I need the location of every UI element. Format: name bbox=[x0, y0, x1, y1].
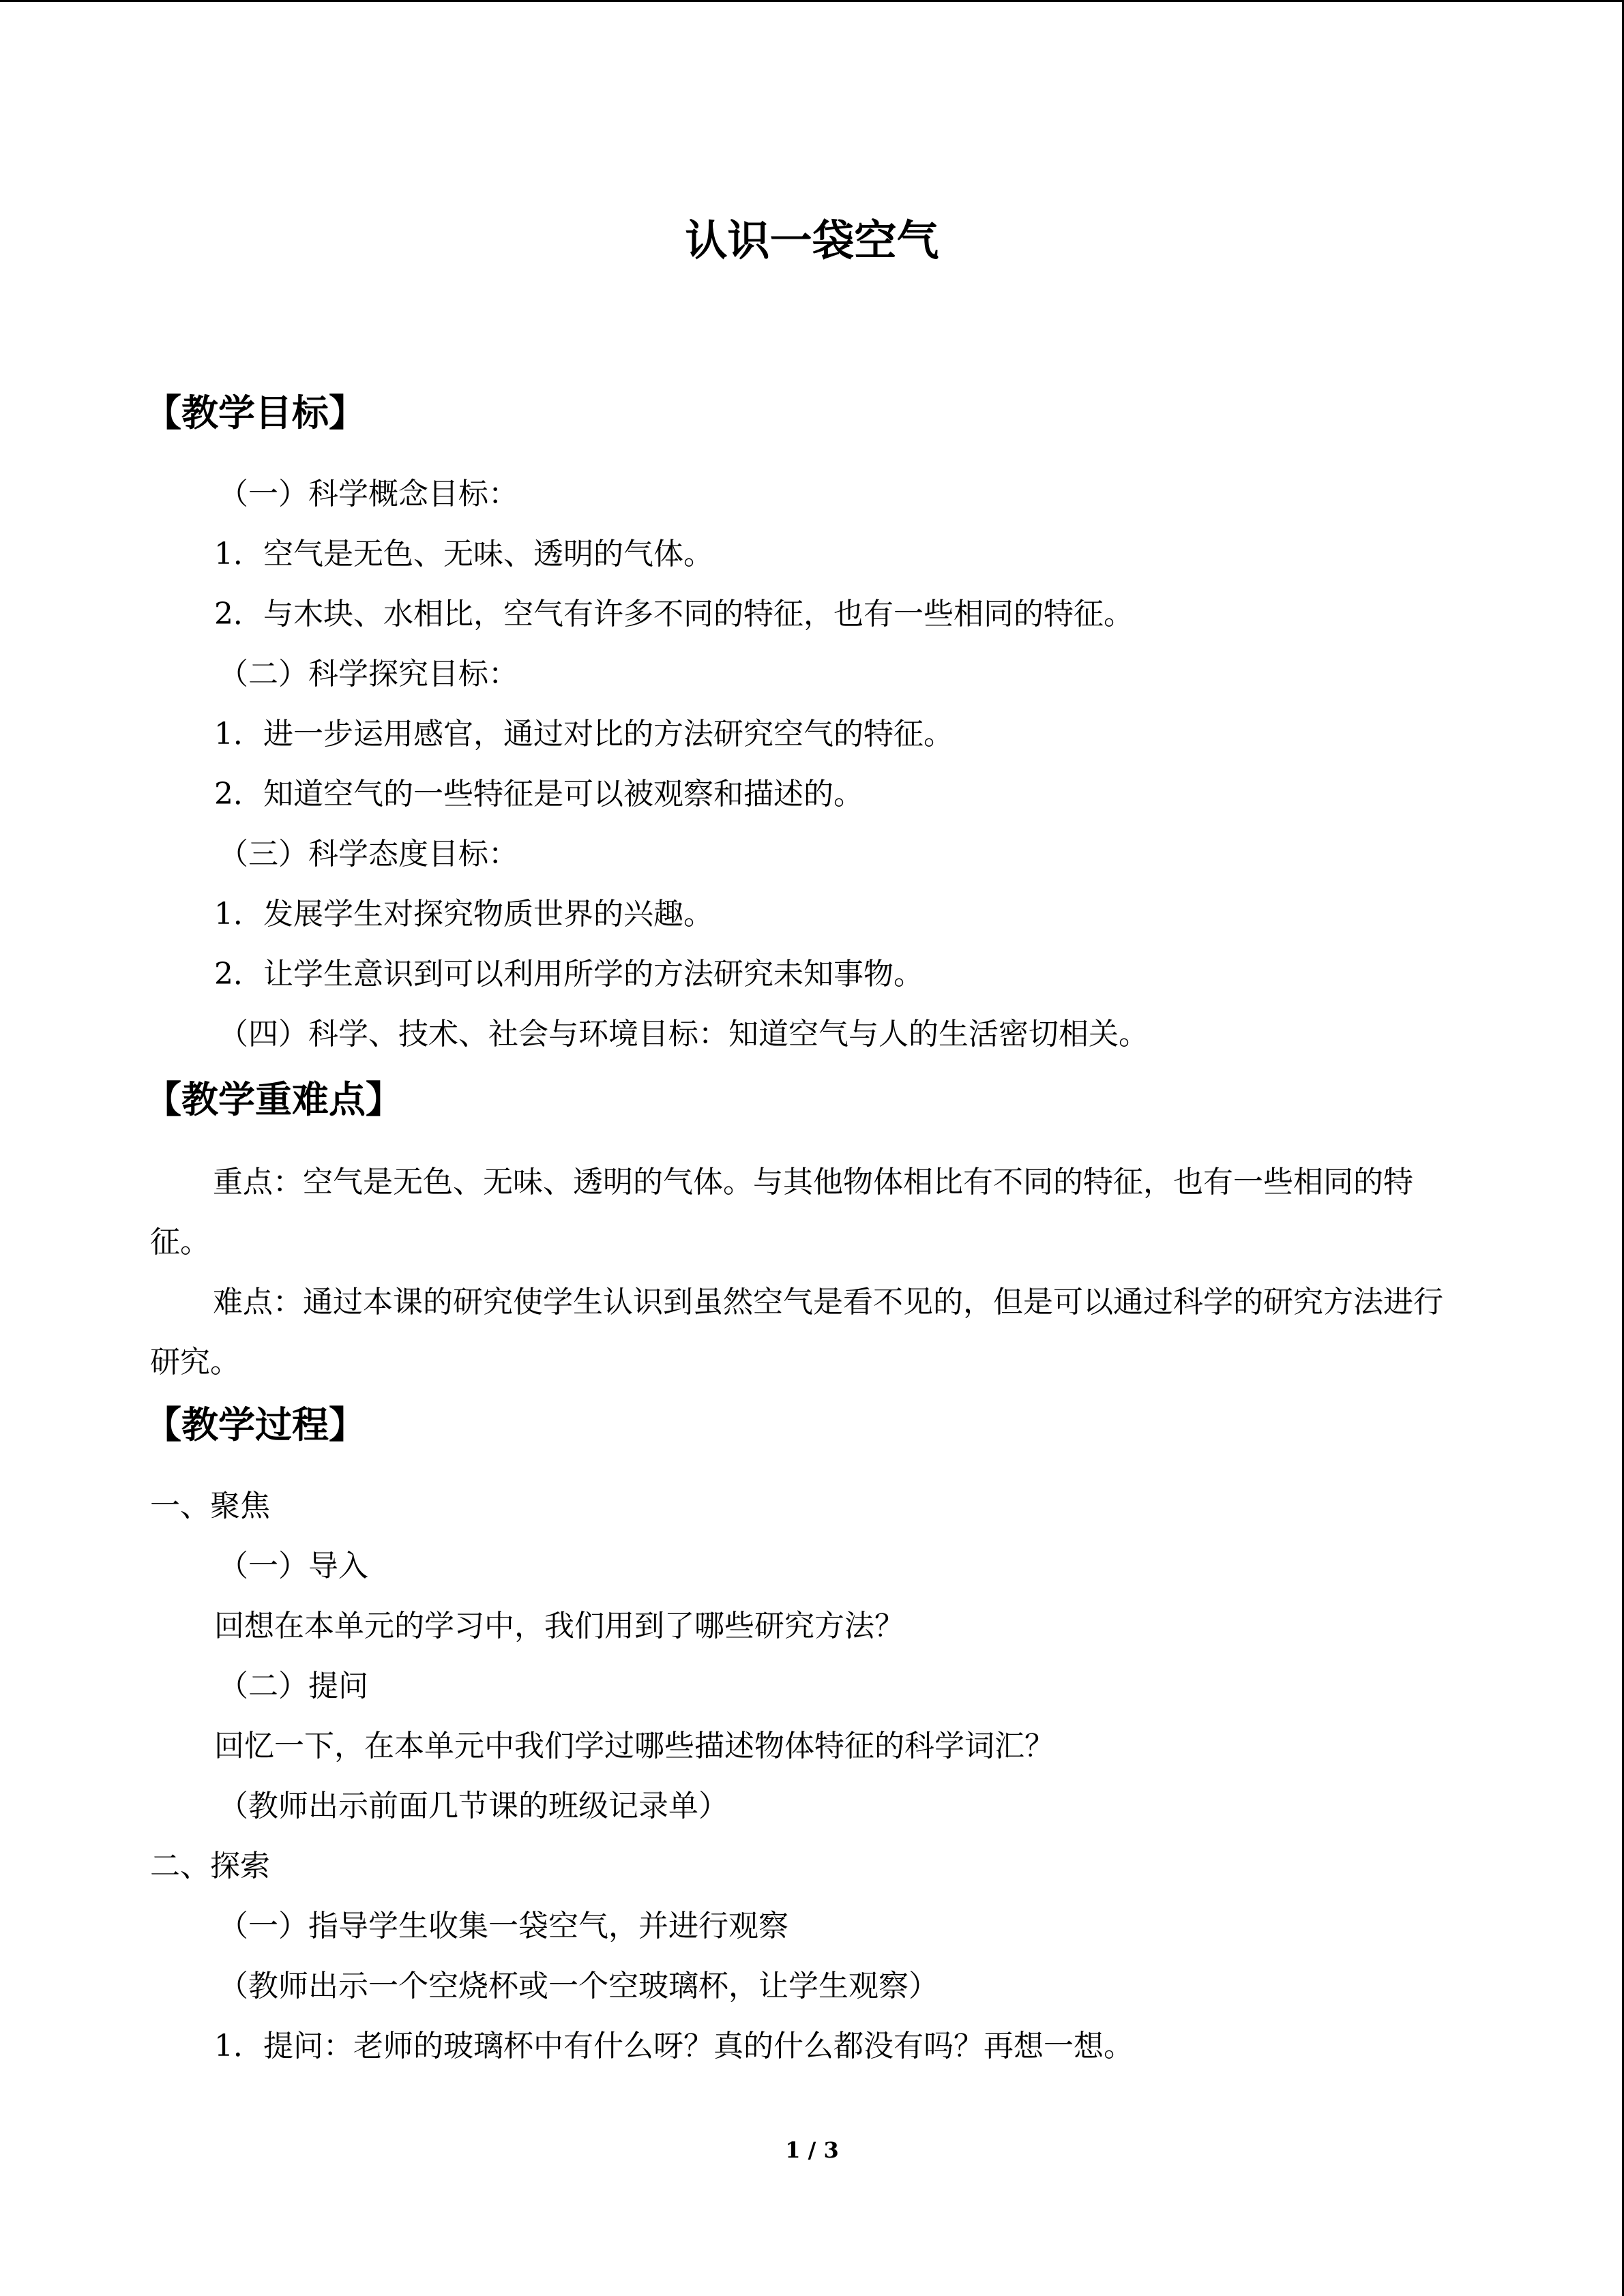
goal-line: 2．与木块、水相比，空气有许多不同的特征，也有一些相同的特征。 bbox=[214, 597, 1134, 631]
process-line: 回想在本单元的学习中，我们用到了哪些研究方法？ bbox=[214, 1609, 904, 1643]
goal-line: 2．让学生意识到可以利用所学的方法研究未知事物。 bbox=[214, 957, 924, 992]
page-top-border bbox=[0, 0, 1624, 2]
process-line: （一）导入 bbox=[218, 1549, 368, 1583]
process-line: （教师出示前面几节课的班级记录单） bbox=[218, 1789, 728, 1823]
process-line: （教师出示一个空烧杯或一个空玻璃杯，让学生观察） bbox=[218, 1969, 939, 2003]
goal-line: 1．空气是无色、无味、透明的气体。 bbox=[214, 537, 713, 571]
process-line: （一）指导学生收集一袋空气，并进行观察 bbox=[218, 1909, 788, 1943]
goal-line: 1．发展学生对探究物质世界的兴趣。 bbox=[214, 897, 713, 931]
goal-line: （二）科学探究目标： bbox=[218, 657, 518, 691]
key-point-paragraph: 重点：空气是无色、无味、透明的气体。与其他物体相比有不同的特征，也有一些相同的特征。 bbox=[150, 1165, 1413, 1259]
goal-line: （四）科学、技术、社会与环境目标：知道空气与人的生活密切相关。 bbox=[218, 1017, 1149, 1052]
section-heading-process: 【教学过程】 bbox=[145, 1403, 366, 1446]
process-line: 回忆一下，在本单元中我们学过哪些描述物体特征的科学词汇？ bbox=[214, 1729, 1054, 1763]
process-line: （二）提问 bbox=[218, 1669, 368, 1703]
section-heading-goals: 【教学目标】 bbox=[145, 391, 366, 434]
goal-line: 2．知道空气的一些特征是可以被观察和描述的。 bbox=[214, 777, 863, 811]
difficulty-paragraph: 难点：通过本课的研究使学生认识到虽然空气是看不见的，但是可以通过科学的研究方法进行研究。 bbox=[150, 1285, 1443, 1380]
page-number: 1 / 3 bbox=[785, 2137, 839, 2163]
process-line: 1．提问：老师的玻璃杯中有什么呀？真的什么都没有吗？再想一想。 bbox=[214, 2029, 1134, 2063]
process-line: 一、聚焦 bbox=[150, 1489, 270, 1523]
page-title: 认识一袋空气 bbox=[685, 215, 939, 265]
goal-line: 1．进一步运用感官，通过对比的方法研究空气的特征。 bbox=[214, 717, 954, 751]
section-heading-key-points: 【教学重难点】 bbox=[145, 1078, 402, 1121]
goal-line: （三）科学态度目标： bbox=[218, 837, 518, 871]
goal-line: （一）科学概念目标： bbox=[218, 477, 518, 511]
process-line: 二、探索 bbox=[150, 1849, 270, 1883]
